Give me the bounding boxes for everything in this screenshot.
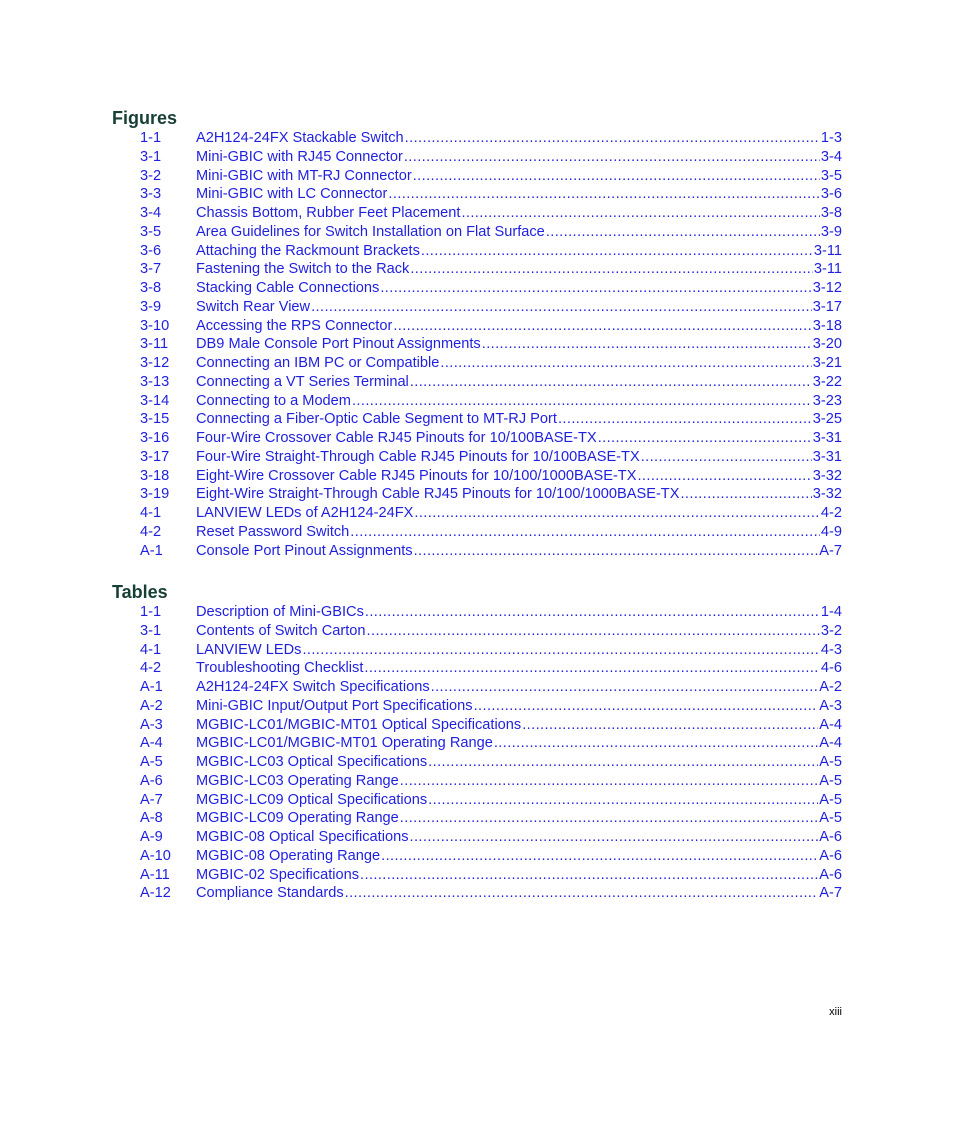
entry-title: MGBIC-LC03 Operating Range (196, 772, 399, 789)
toc-entry-link[interactable] (140, 697, 842, 716)
dot-leader (345, 884, 819, 903)
entry-number: A-7 (140, 791, 163, 808)
dot-leader (482, 335, 812, 354)
entry-title: Eight-Wire Straight-Through Cable RJ45 Pinouts for 10/100/1000BASE-TX (196, 486, 680, 503)
dot-leader (414, 504, 820, 523)
entry-number: 3-5 (140, 223, 162, 240)
entry-page: 3-32 (812, 467, 842, 484)
dot-leader (352, 392, 812, 411)
entry-title: Description of Mini-GBICs (196, 604, 364, 620)
dot-leader (414, 542, 819, 561)
entry-number: 3-13 (140, 373, 170, 390)
entry-page: 3-12 (812, 280, 842, 296)
dot-leader (413, 167, 820, 186)
entry-number: A-4 (140, 735, 163, 752)
dot-leader (546, 223, 820, 242)
entry-number: 3-19 (140, 486, 170, 503)
entry-page: 3-20 (812, 336, 842, 353)
entry-title: Stacking Cable Connections (196, 280, 380, 296)
toc-entry-link[interactable] (140, 260, 842, 279)
toc-entry-link[interactable] (140, 129, 842, 148)
entry-page: 3-8 (820, 205, 842, 221)
toc-entry-link[interactable] (140, 734, 842, 753)
entry-page: 3-32 (812, 486, 842, 503)
entry-number: 1-1 (140, 604, 162, 620)
entry-page: 3-11 (813, 242, 842, 259)
toc-entry-link[interactable] (140, 167, 842, 186)
entry-title: Troubleshooting Checklist (196, 660, 364, 677)
entry-title: LANVIEW LEDs (196, 641, 302, 658)
tables-heading: Tables (112, 582, 168, 602)
entry-title: MGBIC-LC09 Operating Range (196, 810, 399, 827)
toc-entry-link[interactable] (140, 847, 842, 866)
dot-leader (311, 298, 812, 317)
entry-title: MGBIC-LC03 Optical Specifications (196, 754, 428, 770)
dot-leader (522, 716, 818, 735)
toc-entry-link[interactable] (140, 429, 842, 448)
toc-entry-link[interactable] (140, 772, 842, 791)
entry-title: Four-Wire Straight-Through Cable RJ45 Pinouts for 10/100BASE-TX (196, 448, 640, 465)
toc-entry-link[interactable] (140, 485, 842, 504)
dot-leader (365, 603, 820, 622)
toc-entry-link[interactable] (140, 185, 842, 204)
entry-title: Mini-GBIC with LC Connector (196, 186, 388, 203)
toc-entry-link[interactable] (140, 204, 842, 223)
entry-number: 4-2 (140, 523, 162, 540)
entry-page: 4-9 (820, 523, 842, 540)
entry-page: 3-5 (820, 167, 842, 184)
figures-list (140, 129, 842, 560)
dot-leader (494, 734, 818, 753)
toc-entry-link[interactable] (140, 223, 842, 242)
toc-entry-link[interactable] (140, 373, 842, 392)
toc-entry-link[interactable] (140, 603, 842, 622)
entry-number: 4-1 (140, 505, 162, 521)
entry-title: Contents of Switch Carton (196, 622, 366, 639)
entry-title: Connecting to a Modem (196, 392, 351, 409)
entry-title: Four-Wire Crossover Cable RJ45 Pinouts for 10/100BASE-TX (196, 430, 597, 446)
entry-page: 3-25 (812, 411, 842, 428)
dot-leader (440, 354, 811, 373)
toc-entry-link[interactable] (140, 448, 842, 467)
entry-title: MGBIC-LC09 Optical Specifications (196, 791, 428, 808)
toc-entry-link[interactable] (140, 410, 842, 429)
entry-page: 1-4 (820, 604, 842, 620)
dot-leader (388, 185, 820, 204)
dot-leader (558, 410, 812, 429)
entry-page: A-6 (819, 847, 842, 864)
toc-entry-link[interactable] (140, 467, 842, 486)
entry-number: 3-6 (140, 242, 162, 259)
entry-title: A2H124-24FX Switch Specifications (196, 679, 430, 695)
entry-title: A2H124-24FX Stackable Switch (196, 130, 404, 146)
entry-page: A-5 (819, 810, 842, 827)
entry-number: 3-15 (140, 411, 170, 428)
entry-number: A-5 (140, 754, 163, 770)
entry-page: A-6 (819, 866, 842, 883)
dot-leader (428, 791, 818, 810)
entry-page: 3-2 (820, 622, 842, 639)
toc-entry-link[interactable] (140, 148, 842, 167)
dot-leader (380, 279, 811, 298)
toc-entry-link[interactable] (140, 542, 842, 561)
dot-leader (421, 242, 813, 261)
tables-list (140, 603, 842, 903)
entry-title: Connecting an IBM PC or Compatible (196, 355, 440, 371)
dot-leader (393, 317, 811, 336)
entry-page: A-7 (819, 542, 842, 559)
entry-number: 3-1 (140, 622, 162, 639)
toc-entry-link[interactable] (140, 884, 842, 903)
entry-title: LANVIEW LEDs of A2H124-24FX (196, 505, 414, 521)
dot-leader (400, 809, 818, 828)
toc-entry-link[interactable] (140, 504, 842, 523)
entry-page: 3-31 (812, 448, 842, 465)
toc-entry-link[interactable] (140, 678, 842, 697)
entry-page: A-6 (819, 829, 842, 845)
entry-title: Mini-GBIC with MT-RJ Connector (196, 167, 412, 184)
entry-title: Console Port Pinout Assignments (196, 542, 413, 559)
dot-leader (400, 772, 818, 791)
toc-entry-link[interactable] (140, 335, 842, 354)
dot-leader (404, 148, 820, 167)
dot-leader (381, 847, 818, 866)
dot-leader (641, 448, 812, 467)
entry-title: MGBIC-08 Operating Range (196, 847, 381, 864)
toc-entry-link[interactable] (140, 622, 842, 641)
entry-page: A-5 (819, 754, 842, 770)
page-number: xiii (829, 1006, 842, 1018)
entry-page: A-2 (819, 679, 842, 695)
entry-number: 3-11 (140, 336, 169, 353)
entry-title: Mini-GBIC Input/Output Port Specifications (196, 697, 473, 714)
toc-entry-link[interactable] (140, 828, 842, 847)
entry-number: 3-9 (140, 298, 162, 315)
entry-title: Compliance Standards (196, 885, 344, 902)
dot-leader (350, 523, 820, 542)
dot-leader (410, 828, 819, 847)
entry-number: A-3 (140, 716, 163, 733)
entry-number: A-1 (140, 679, 163, 695)
dot-leader (405, 129, 820, 148)
entry-number: 3-3 (140, 186, 162, 203)
dot-leader (598, 429, 812, 448)
entry-page: 1-3 (820, 130, 842, 146)
toc-entry-link[interactable] (140, 716, 842, 735)
entry-page: 3-22 (812, 373, 842, 390)
toc-entry-link[interactable] (140, 523, 842, 542)
entry-title: Switch Rear View (196, 298, 311, 315)
figures-heading: Figures (112, 108, 178, 128)
entry-number: 3-8 (140, 280, 162, 296)
dot-leader (367, 622, 820, 641)
entry-title: MGBIC-08 Optical Specifications (196, 829, 409, 845)
dot-leader (360, 866, 818, 885)
entry-title: Connecting a Fiber-Optic Cable Segment to MT-RJ Port (196, 411, 557, 428)
entry-number: 3-10 (140, 317, 170, 334)
dot-leader (431, 678, 819, 697)
entry-page: 3-31 (812, 430, 842, 446)
entry-page: 4-3 (820, 641, 842, 658)
entry-page: A-5 (819, 772, 842, 789)
dot-leader (428, 753, 818, 772)
entry-number: 3-12 (140, 355, 170, 371)
entry-title: MGBIC-LC01/MGBIC-MT01 Operating Range (196, 735, 493, 752)
dot-leader (364, 659, 820, 678)
entry-page: 3-11 (813, 261, 842, 278)
entry-page: 3-18 (812, 317, 842, 334)
entry-title: Chassis Bottom, Rubber Feet Placement (196, 205, 461, 221)
entry-page: A-5 (819, 791, 842, 808)
entry-page: 3-9 (820, 223, 842, 240)
toc-entry-link[interactable] (140, 298, 842, 317)
dot-leader (410, 260, 813, 279)
entry-number: A-2 (140, 697, 163, 714)
entry-number: 3-7 (140, 261, 162, 278)
entry-number: 3-17 (140, 448, 170, 465)
entry-number: 3-1 (140, 148, 162, 165)
toc-entry-link[interactable] (140, 279, 842, 298)
entry-title: DB9 Male Console Port Pinout Assignments (196, 336, 481, 353)
entry-number: A-9 (140, 829, 163, 845)
entry-number: 3-18 (140, 467, 170, 484)
toc-entry-link[interactable] (140, 809, 842, 828)
entry-number: A-6 (140, 772, 163, 789)
entry-title: Area Guidelines for Switch Installation on Flat Surface (196, 223, 545, 240)
entry-number: A-8 (140, 810, 163, 827)
entry-page: 4-2 (820, 505, 842, 521)
toc-entry-link[interactable] (140, 753, 842, 772)
toc-entry-link[interactable] (140, 659, 842, 678)
dot-leader (302, 641, 819, 660)
dot-leader (410, 373, 812, 392)
dot-leader (637, 467, 811, 486)
toc-entry-link[interactable] (140, 641, 842, 660)
entry-page: A-7 (819, 885, 842, 902)
toc-entry-link[interactable] (140, 392, 842, 411)
entry-title: Connecting a VT Series Terminal (196, 373, 409, 390)
entry-title: MGBIC-LC01/MGBIC-MT01 Optical Specifications (196, 716, 522, 733)
entry-number: 3-4 (140, 205, 162, 221)
entry-title: Eight-Wire Crossover Cable RJ45 Pinouts for 10/100/1000BASE-TX (196, 467, 637, 484)
dot-leader (461, 204, 819, 223)
entry-title: MGBIC-02 Specifications (196, 866, 360, 883)
entry-page: A-4 (819, 716, 842, 733)
toc-entry-link[interactable] (140, 242, 842, 261)
toc-entry-link[interactable] (140, 317, 842, 336)
toc-entry-link[interactable] (140, 354, 842, 373)
entry-number: A-12 (140, 885, 171, 902)
entry-page: A-4 (819, 735, 842, 752)
toc-entry-link[interactable] (140, 791, 842, 810)
entry-number: 3-16 (140, 430, 170, 446)
entry-number: 3-14 (140, 392, 170, 409)
entry-page: 4-6 (820, 660, 842, 677)
entry-page: 3-4 (820, 148, 842, 165)
dot-leader (474, 697, 819, 716)
entry-title: Mini-GBIC with RJ45 Connector (196, 148, 403, 165)
entry-number: 4-1 (140, 641, 162, 658)
entry-title: Reset Password Switch (196, 523, 350, 540)
entry-title: Attaching the Rackmount Brackets (196, 242, 420, 259)
entry-number: A-11 (140, 866, 170, 883)
entry-number: 4-2 (140, 660, 162, 677)
entry-number: A-10 (140, 847, 171, 864)
entry-number: A-1 (140, 542, 163, 559)
entry-number: 1-1 (140, 130, 162, 146)
entry-number: 3-2 (140, 167, 162, 184)
entry-title: Accessing the RPS Connector (196, 317, 393, 334)
entry-page: 3-17 (812, 298, 842, 315)
entry-page: 3-21 (812, 355, 842, 371)
toc-entry-link[interactable] (140, 866, 842, 885)
entry-title: Fastening the Switch to the Rack (196, 261, 410, 278)
entry-page: A-3 (819, 697, 842, 714)
entry-page: 3-6 (820, 186, 842, 203)
entry-page: 3-23 (812, 392, 842, 409)
dot-leader (680, 485, 811, 504)
